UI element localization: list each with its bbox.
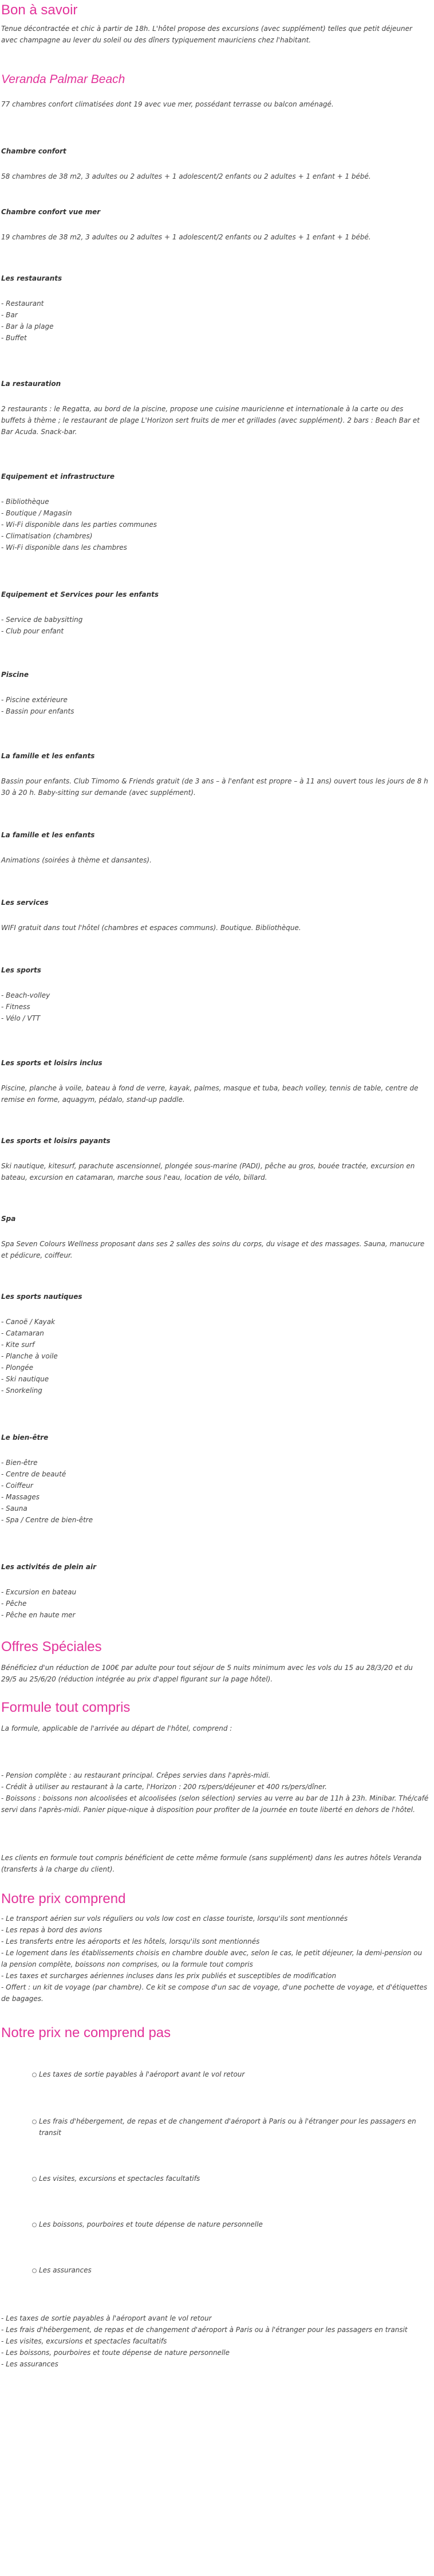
list-item: - Les repas à bord des avions: [1, 1924, 429, 1936]
bullet-item: Les assurances: [39, 2264, 423, 2276]
list-item: - Bar: [1, 309, 429, 321]
bullet-item: Les boissons, pourboires et toute dépense de nature personnelle: [39, 2219, 423, 2230]
enfants-services-list: [1, 614, 429, 637]
list-item: - Les assurances: [1, 2358, 429, 2370]
section-title: Les activités de plein air: [1, 1563, 97, 1571]
list-item: - Les taxes et surcharges aériennes incluses dans les prix publiés et susceptibles de modification: [1, 1970, 429, 1982]
section-text: Animations (soirées à thème et dansantes).: [1, 856, 152, 864]
list-item: - Les frais d'hébergement, de repas et de changement d'aéroport à Paris ou à l'étranger pour les passagers en transit: [1, 2324, 429, 2335]
list-item: - Beach-volley: [1, 990, 429, 1001]
section-title: La restauration: [1, 380, 61, 388]
comprend-title: Notre prix comprend: [1, 1891, 126, 1907]
section-title: Les sports nautiques: [1, 1293, 82, 1301]
hotel-intro: 77 chambres confort climatisées dont 19 avec vue mer, possédant terrasse ou balcon aménagé.: [1, 100, 334, 108]
list-item: - Club pour enfant: [1, 625, 429, 637]
list-item: - Les transferts entre les aéroports et les hôtels, lorsqu'ils sont mentionnés: [1, 1936, 429, 1947]
list-item: - Wi-Fi disponible dans les parties communes: [1, 519, 429, 530]
list-item: - Pêche: [1, 1598, 429, 1609]
list-item: - Sauna: [1, 1503, 429, 1514]
list-item: - Fitness: [1, 1001, 429, 1013]
formule-line: - Crédit à utiliser au restaurant à la carte, l'Horizon : 200 rs/pers/déjeuner et 400 rs/pers/dîner.: [1, 1783, 327, 1791]
formule-line: - Boissons : boissons non alcoolisées et alcoolisées (selon sélection) servies au verre au bar de 11h à 23h. Minibar. Thé/café servi dans l'après-midi. Panier pique-nique à disposition pour profiter de la journée en toute liberté en dehors de l'hôtel.: [1, 1794, 429, 1814]
list-item: - Bibliothèque: [1, 496, 429, 507]
list-item: - Piscine extérieure: [1, 694, 429, 706]
piscine-list: [1, 694, 429, 717]
hotel-title: Veranda Palmar Beach: [1, 73, 125, 86]
list-item: - Bassin pour enfants: [1, 706, 429, 717]
section-text: 2 restaurants : le Regatta, au bord de la piscine, propose une cuisine mauricienne et internationale à la carte ou des buffets à thème ; le restaurant de plage L'Horizon sert fruits de mer et grillades (avec supplément). 2 bars : Beach Bar et Bar Acuda. Snack-bar.: [1, 405, 420, 436]
section-text: Bassin pour enfants. Club Timomo & Friends gratuit (de 3 ans – à l'enfant est propre – à 11 ans) ouvert tous les jours de 8 h 30 à 20 h. Baby-sitting sur demande (avec supplément).: [1, 777, 428, 797]
section-title: Spa: [1, 1215, 16, 1223]
section-text: Ski nautique, kitesurf, parachute ascensionnel, plongée sous-marine (PADI), pêche au gros, bouée tractée, excursion en bateau, excursion en catamaran, marche sous l'eau, location de vélo, billard.: [1, 1162, 415, 1181]
section-title: Les restaurants: [1, 274, 62, 282]
list-item: - Coiffeur: [1, 1480, 429, 1491]
section-title: La famille et les enfants: [1, 831, 95, 839]
list-item: - Vélo / VTT: [1, 1013, 429, 1024]
list-item: - Massages: [1, 1491, 429, 1503]
list-item: - Les taxes de sortie payables à l'aéroport avant le vol retour: [1, 2313, 429, 2324]
bien-etre-list: [1, 1457, 429, 1526]
section-title: Piscine: [1, 671, 29, 679]
section-text: Spa Seven Colours Wellness proposant dans ses 2 salles des soins du corps, du visage et des massages. Sauna, manucure et pédicure, coiffeur.: [1, 1240, 425, 1259]
section-title: Le bien-être: [1, 1433, 49, 1441]
list-item: - Buffet: [1, 332, 429, 344]
section-title: Les services: [1, 899, 49, 907]
section-title: Chambre confort vue mer: [1, 208, 101, 216]
section-title: Equipement et Services pour les enfants: [1, 590, 159, 598]
list-item: - Le logement dans les établissements choisis en chambre double avec, selon le cas, le petit déjeuner, la demi-pension ou la pension complète, boissons non comprises, ou la formule tout compris: [1, 1947, 429, 1970]
ne-comprend-pas-title: Notre prix ne comprend pas: [1, 2025, 171, 2041]
list-item: - Climatisation (chambres): [1, 530, 429, 542]
formule-title: Formule tout compris: [1, 1700, 131, 1715]
list-item: - Kite surf: [1, 1339, 429, 1350]
section-title: La famille et les enfants: [1, 752, 95, 760]
list-item: - Ski nautique: [1, 1373, 429, 1385]
bullet-item: Les frais d'hébergement, de repas et de changement d'aéroport à Paris ou à l'étranger pour les passagers en transit: [39, 2116, 423, 2138]
plein-air-list: [1, 1586, 429, 1621]
list-item: - Les visites, excursions et spectacles facultatifs: [1, 2335, 429, 2347]
section-title: Les sports: [1, 966, 41, 974]
list-item: - Snorkeling: [1, 1385, 429, 1396]
section-text: WIFI gratuit dans tout l'hôtel (chambres et espaces communs). Boutique. Bibliothèque.: [1, 924, 301, 932]
list-item: - Pêche en haute mer: [1, 1609, 429, 1621]
offres-title: Offres Spéciales: [1, 1639, 102, 1655]
section-text: 58 chambres de 38 m2, 3 adultes ou 2 adultes + 1 adolescent/2 enfants ou 2 adultes + 1 enfant + 1 bébé.: [1, 172, 371, 180]
list-item: - Bar à la plage: [1, 321, 429, 332]
list-item: - Centre de beauté: [1, 1468, 429, 1480]
bon-a-savoir-title: Bon à savoir: [1, 2, 78, 18]
list-item: - Plongée: [1, 1362, 429, 1373]
list-item: - Catamaran: [1, 1328, 429, 1339]
ne-comprend-pas-list: [1, 2313, 429, 2370]
list-item: - Les boissons, pourboires et toute dépense de nature personnelle: [1, 2347, 429, 2358]
list-item: - Planche à voile: [1, 1350, 429, 1362]
comprend-list: [1, 1913, 429, 2004]
list-item: - Bien-être: [1, 1457, 429, 1468]
list-item: - Excursion en bateau: [1, 1586, 429, 1598]
list-item: - Offert : un kit de voyage (par chambre). Ce kit se compose d'un sac de voyage, d'une pochette de voyage, et d'étiquettes de bagages.: [1, 1982, 429, 2004]
restaurants-list: [1, 298, 429, 344]
bullet-item: Les visites, excursions et spectacles facultatifs: [39, 2173, 423, 2184]
list-item: - Boutique / Magasin: [1, 507, 429, 519]
equipement-list: [1, 496, 429, 553]
section-title: Les sports et loisirs inclus: [1, 1059, 102, 1067]
offres-text: Bénéficiez d'un réduction de 100€ par adulte pour tout séjour de 5 nuits minimum avec les vols du 15 au 28/3/20 et du 29/5 au 25/6/20 (réduction intégrée au prix d'appel figurant sur la page hôtel).: [1, 1664, 413, 1683]
section-text: Piscine, planche à voile, bateau à fond de verre, kayak, palmes, masque et tuba, beach volley, tennis de table, centre de remise en forme, aquagym, pédalo, stand-up paddle.: [1, 1084, 419, 1104]
list-item: - Wi-Fi disponible dans les chambres: [1, 542, 429, 553]
bullet-item: Les taxes de sortie payables à l'aéroport avant le vol retour: [39, 2069, 423, 2080]
section-title: Equipement et infrastructure: [1, 472, 115, 480]
section-title: Les sports et loisirs payants: [1, 1137, 111, 1145]
bon-a-savoir-text: Tenue décontractée et chic à partir de 18h. L'hôtel propose des excursions (avec supplément) telles que petit déjeuner avec champagne au lever du soleil ou des dîners typiquement mauriciens chez l'habitant.: [1, 25, 412, 44]
formule-line: - Pension complète : au restaurant principal. Crêpes servies dans l'après-midi.: [1, 1771, 271, 1779]
list-item: - Canoë / Kayak: [1, 1316, 429, 1328]
nautiques-list: [1, 1316, 429, 1396]
formule-note: Les clients en formule tout compris bénéficient de cette même formule (sans supplément) dans les autres hôtels Veranda (transferts à la charge du client).: [1, 1854, 422, 1873]
list-item: - Le transport aérien sur vols réguliers ou vols low cost en classe touriste, lorsqu'ils sont mentionnés: [1, 1913, 429, 1924]
list-item: - Restaurant: [1, 298, 429, 309]
list-item: - Spa / Centre de bien-être: [1, 1514, 429, 1526]
list-item: - Service de babysitting: [1, 614, 429, 625]
section-title: Chambre confort: [1, 147, 66, 155]
formule-intro: La formule, applicable de l'arrivée au départ de l'hôtel, comprend :: [1, 1724, 232, 1732]
sports-list: [1, 990, 429, 1024]
section-text: 19 chambres de 38 m2, 3 adultes ou 2 adultes + 1 adolescent/2 enfants ou 2 adultes + 1 enfant + 1 bébé.: [1, 233, 371, 241]
